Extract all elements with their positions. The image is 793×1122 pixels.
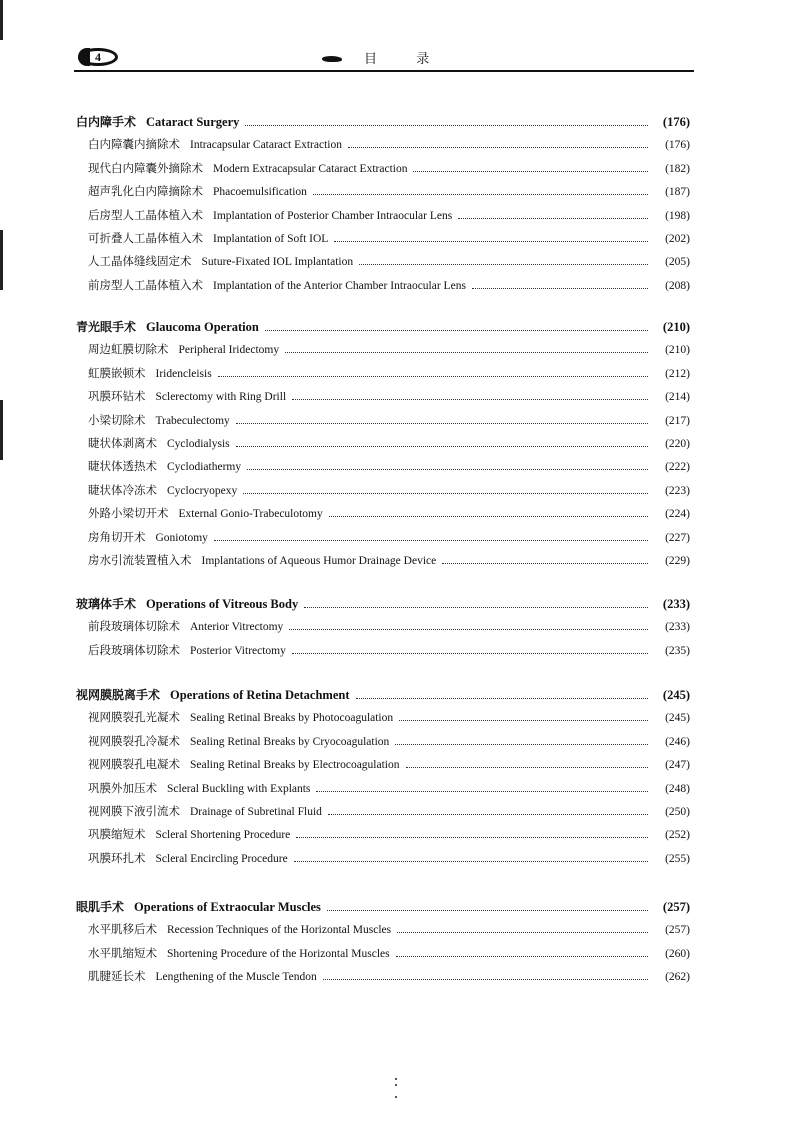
page-number: (252) <box>665 829 690 842</box>
title-zh: 肌腱延长术 <box>88 969 146 984</box>
title-en: Cyclodiathermy <box>167 461 242 474</box>
scan-artifact <box>0 400 3 460</box>
title-zh: 玻璃体手术 <box>76 597 137 611</box>
footer-mark <box>395 1084 397 1086</box>
page-number: (262) <box>665 971 690 984</box>
title-en: Cyclodialysis <box>167 437 230 450</box>
toc-entry[interactable] <box>76 230 690 253</box>
title-zh: 视网膜脱离手术 <box>76 688 161 702</box>
title-zh: 视网膜裂孔电凝术 <box>88 757 180 772</box>
page-number: (210) <box>662 320 690 334</box>
page-number: (224) <box>665 508 690 521</box>
dot-leader <box>292 653 648 654</box>
title-en: Cataract Surgery <box>146 115 240 129</box>
scan-artifact <box>0 230 3 290</box>
page-header <box>74 46 694 72</box>
title-zh: 后房型人工晶体植入术 <box>88 207 203 222</box>
title-en: Recession Techniques of the Horizontal Muscles <box>167 924 392 937</box>
title-zh: 白内障手术 <box>76 115 137 129</box>
dot-leader <box>316 791 648 792</box>
title-en: Implantation of Soft IOL <box>213 232 329 245</box>
toc-entry[interactable] <box>76 505 690 528</box>
page-number: (212) <box>665 367 690 380</box>
toc-entry[interactable] <box>76 780 690 803</box>
title-en: Goniotomy <box>155 531 208 544</box>
title-zh: 巩膜外加压术 <box>88 780 157 795</box>
page-number: (176) <box>662 115 690 129</box>
dot-leader <box>236 423 648 424</box>
toc-section <box>76 595 690 665</box>
title-en: Phacoemulsification <box>213 186 307 199</box>
dot-leader <box>328 814 648 815</box>
title-zh: 巩膜缩短术 <box>88 827 146 842</box>
title-zh: 现代白内障囊外摘除术 <box>88 160 203 175</box>
page-number: (246) <box>665 735 690 748</box>
title-zh: 房角切开术 <box>88 529 146 544</box>
page-number: (229) <box>665 554 690 567</box>
dot-leader <box>359 264 648 265</box>
title-zh: 周边虹膜切除术 <box>88 342 169 357</box>
toc-entry[interactable] <box>76 850 690 873</box>
title-zh: 白内障囊内摘除术 <box>88 137 180 152</box>
title-zh: 睫状体冷冻术 <box>88 482 157 497</box>
title-en: Cyclocryopexy <box>167 484 238 497</box>
title-en: Operations of Vitreous Body <box>146 597 299 611</box>
title-zh: 巩膜环扎术 <box>88 850 146 865</box>
toc-section <box>76 318 690 575</box>
footer-mark <box>395 1078 397 1080</box>
title-zh: 小梁切除术 <box>88 412 146 427</box>
page-number: (233) <box>665 621 690 634</box>
page-number: (233) <box>662 597 690 611</box>
dot-leader <box>399 720 648 721</box>
toc-entry[interactable] <box>76 253 690 276</box>
toc-entry[interactable] <box>76 482 690 505</box>
page-number: (217) <box>665 414 690 427</box>
toc-entry[interactable] <box>76 826 690 849</box>
toc-entry[interactable] <box>76 365 690 388</box>
dot-leader <box>356 698 648 699</box>
page-number: (255) <box>665 852 690 865</box>
page-number: (222) <box>665 461 690 474</box>
dot-leader <box>329 516 648 517</box>
dot-leader <box>323 979 648 980</box>
title-en: Suture-Fixated IOL Implantation <box>201 256 354 269</box>
page-number: (250) <box>665 805 690 818</box>
title-en: Sealing Retinal Breaks by Cryocoagulation <box>190 735 390 748</box>
dot-leader <box>285 352 648 353</box>
toc-entry[interactable] <box>76 642 690 665</box>
dot-leader <box>396 956 648 957</box>
dot-leader <box>397 932 648 933</box>
toc-entry[interactable] <box>76 136 690 159</box>
toc-entry[interactable] <box>76 803 690 826</box>
dot-leader <box>458 218 648 219</box>
title-zh: 可折叠人工晶体植入术 <box>88 230 203 245</box>
toc-entry[interactable] <box>76 709 690 732</box>
section-heading[interactable] <box>76 595 690 618</box>
page-number: (223) <box>665 484 690 497</box>
dot-leader <box>327 910 648 911</box>
dot-leader <box>313 194 648 195</box>
toc-entry[interactable] <box>76 435 690 458</box>
page-number: (235) <box>665 644 690 657</box>
page-number: (248) <box>665 782 690 795</box>
toc-entry[interactable] <box>76 277 690 300</box>
title-en: External Gonio-Trabeculotomy <box>178 508 323 521</box>
bird-ornament-icon <box>322 56 342 62</box>
footer-mark <box>395 1096 397 1098</box>
dot-leader <box>395 744 648 745</box>
title-en: Posterior Vitrectomy <box>190 644 286 657</box>
title-en: Drainage of Subretinal Fluid <box>190 805 322 818</box>
dot-leader <box>413 171 648 172</box>
dot-leader <box>243 493 648 494</box>
title-zh: 前段玻璃体切除术 <box>88 619 180 634</box>
dot-leader <box>334 241 648 242</box>
dot-leader <box>218 376 648 377</box>
page-number: (205) <box>665 256 690 269</box>
section-heading[interactable] <box>76 898 690 921</box>
dot-leader <box>294 861 648 862</box>
dot-leader <box>247 469 648 470</box>
title-en: Sealing Retinal Breaks by Electrocoagulation <box>190 759 400 772</box>
page-number: (202) <box>665 232 690 245</box>
title-zh: 巩膜环钻术 <box>88 389 146 404</box>
toc-entry[interactable] <box>76 921 690 944</box>
dot-leader <box>245 125 648 126</box>
title-zh: 后段玻璃体切除术 <box>88 642 180 657</box>
toc-entry[interactable] <box>76 160 690 183</box>
title-zh: 视网膜裂孔光凝术 <box>88 710 180 725</box>
dot-leader <box>442 563 648 564</box>
toc-entry[interactable] <box>76 412 690 435</box>
toc-entry[interactable] <box>76 552 690 575</box>
title-zh: 超声乳化白内障摘除术 <box>88 184 203 199</box>
scan-artifact <box>0 0 3 40</box>
title-zh: 视网膜裂孔冷凝术 <box>88 733 180 748</box>
page-number: (257) <box>662 900 690 914</box>
title-en: Lengthening of the Muscle Tendon <box>155 971 317 984</box>
toc-section <box>76 686 690 873</box>
page-number: (182) <box>665 162 690 175</box>
toc-entry[interactable] <box>76 618 690 641</box>
dot-leader <box>472 288 648 289</box>
section-heading[interactable] <box>76 113 690 136</box>
toc-entry[interactable] <box>76 756 690 779</box>
title-zh: 外路小梁切开术 <box>88 506 169 521</box>
header-rule <box>74 70 694 72</box>
dot-leader <box>296 837 648 838</box>
dot-leader <box>236 446 648 447</box>
page-number-badge: 4 <box>78 48 118 66</box>
dot-leader <box>304 607 648 608</box>
title-zh: 水平肌移后术 <box>88 922 157 937</box>
page-number: (187) <box>665 186 690 199</box>
title-en: Anterior Vitrectomy <box>190 621 284 634</box>
title-en: Scleral Encircling Procedure <box>155 852 288 865</box>
section-heading[interactable] <box>76 318 690 341</box>
title-en: Intracapsular Cataract Extraction <box>190 139 342 152</box>
toc-entry[interactable] <box>76 458 690 481</box>
page-number: (214) <box>665 391 690 404</box>
page-number: (220) <box>665 437 690 450</box>
page-number: (260) <box>665 947 690 960</box>
page-number: (210) <box>665 344 690 357</box>
page-number: (245) <box>665 712 690 725</box>
toc-entry[interactable] <box>76 207 690 230</box>
toc-entry[interactable] <box>76 388 690 411</box>
title-en: Implantations of Aqueous Humor Drainage Device <box>201 554 437 567</box>
page-number: (245) <box>662 688 690 702</box>
page-number: (257) <box>665 924 690 937</box>
title-en: Scleral Shortening Procedure <box>155 829 291 842</box>
toc-entry[interactable] <box>76 945 690 968</box>
header-title: 目 录 <box>364 51 448 66</box>
dot-leader <box>265 330 648 331</box>
title-en: Shortening Procedure of the Horizontal Muscles <box>167 947 390 960</box>
toc-entry[interactable] <box>76 968 690 991</box>
title-en: Glaucoma Operation <box>146 320 259 334</box>
title-en: Sclerectomy with Ring Drill <box>155 391 287 404</box>
toc-entry[interactable] <box>76 341 690 364</box>
title-zh: 水平肌缩短术 <box>88 945 157 960</box>
toc-entry[interactable] <box>76 733 690 756</box>
title-zh: 睫状体剥离术 <box>88 435 157 450</box>
dot-leader <box>348 147 648 148</box>
page-number: (176) <box>665 139 690 152</box>
title-zh: 青光眼手术 <box>76 320 137 334</box>
title-zh: 房水引流装置植入术 <box>88 552 192 567</box>
title-en: Peripheral Iridectomy <box>178 344 280 357</box>
title-en: Scleral Buckling with Explants <box>167 782 311 795</box>
page-number: (227) <box>665 531 690 544</box>
title-en: Sealing Retinal Breaks by Photocoagulation <box>190 712 394 725</box>
section-heading[interactable] <box>76 686 690 709</box>
title-en: Iridencleisis <box>155 367 212 380</box>
page-number: (198) <box>665 209 690 222</box>
dot-leader <box>406 767 649 768</box>
dot-leader <box>292 399 648 400</box>
toc-entry[interactable] <box>76 183 690 206</box>
dot-leader <box>289 629 648 630</box>
title-zh: 人工晶体缝线固定术 <box>88 254 192 269</box>
title-zh: 眼肌手术 <box>76 900 125 914</box>
title-zh: 虹膜嵌顿术 <box>88 365 146 380</box>
title-en: Operations of Retina Detachment <box>170 688 350 702</box>
page-number: (247) <box>665 759 690 772</box>
title-zh: 睫状体透热术 <box>88 459 157 474</box>
title-en: Implantation of the Anterior Chamber Intraocular Lens <box>213 279 466 292</box>
title-en: Operations of Extraocular Muscles <box>134 900 321 914</box>
dot-leader <box>214 540 648 541</box>
toc-section <box>76 113 690 300</box>
toc-section <box>76 898 690 992</box>
toc-entry[interactable] <box>76 529 690 552</box>
title-en: Modern Extracapsular Cataract Extraction <box>213 162 408 175</box>
title-en: Implantation of Posterior Chamber Intraocular Lens <box>213 209 453 222</box>
title-zh: 视网膜下液引流术 <box>88 803 180 818</box>
page-number: (208) <box>665 279 690 292</box>
title-en: Trabeculectomy <box>155 414 230 427</box>
title-zh: 前房型人工晶体植入术 <box>88 277 203 292</box>
